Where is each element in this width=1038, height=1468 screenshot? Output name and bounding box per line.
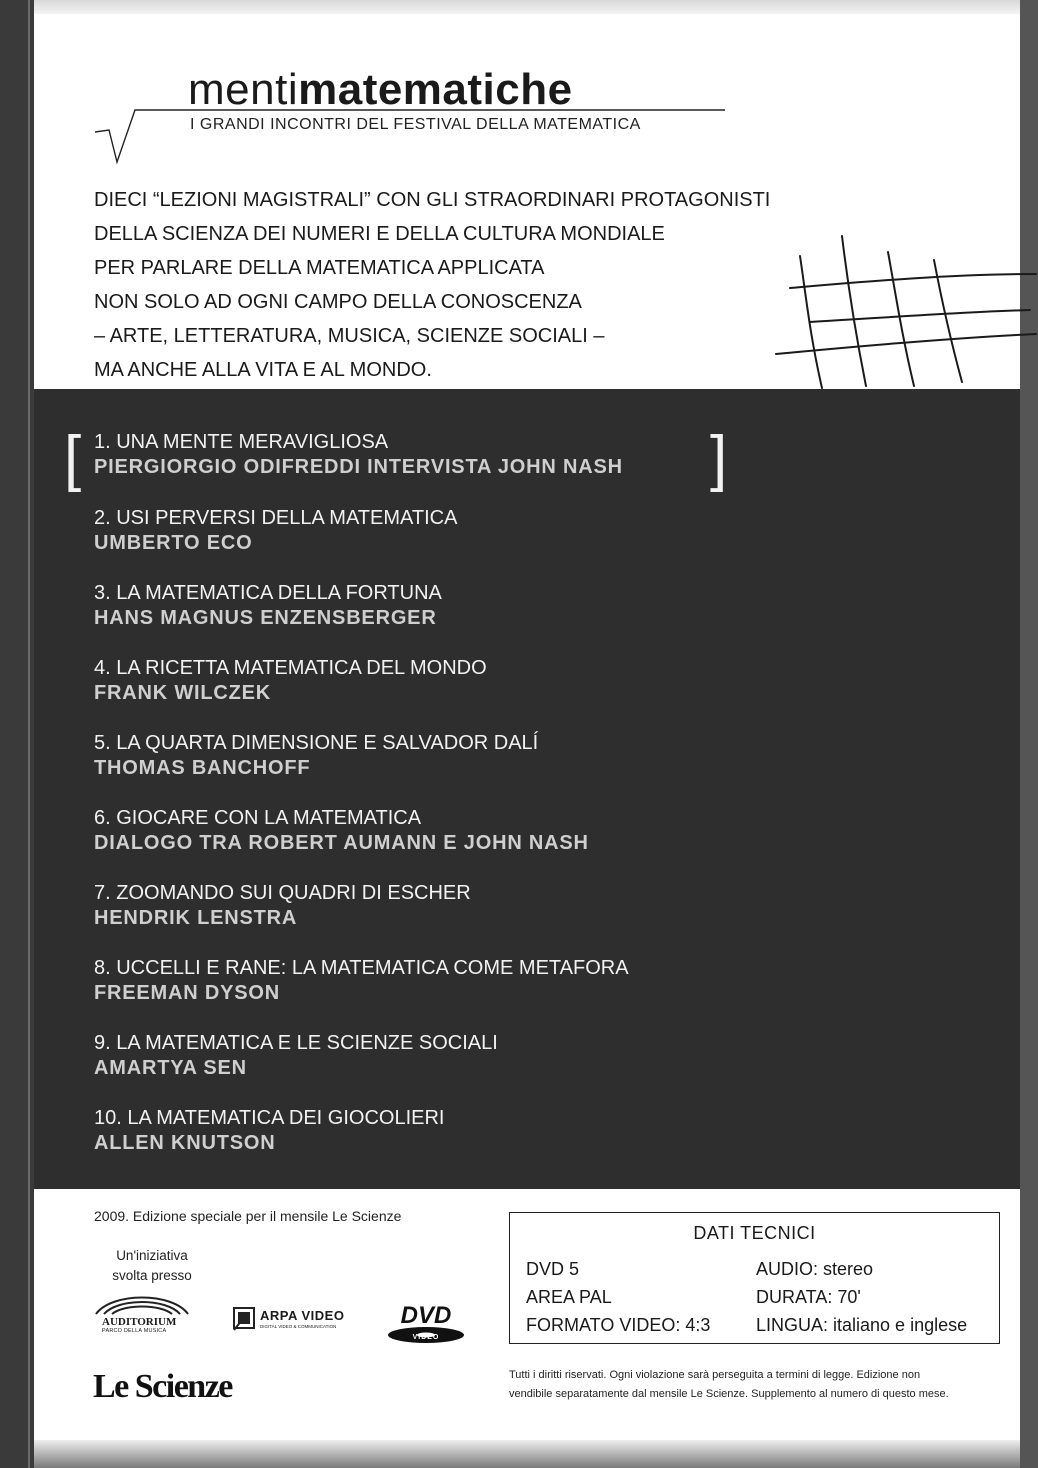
lecture-author: HANS MAGNUS ENZENSBERGER bbox=[94, 607, 437, 629]
bracket-right: ] bbox=[710, 424, 728, 493]
lecture-title: 2. USI PERVERSI DELLA MATEMATICA bbox=[94, 507, 458, 529]
film-reel-icon bbox=[232, 1306, 256, 1332]
tech-area: AREA PAL bbox=[526, 1287, 612, 1307]
intro-line: DELLA SCIENZA DEI NUMERI E DELLA CULTURA MONDIALE bbox=[94, 223, 665, 245]
dvd-logo-text: DVD bbox=[400, 1302, 452, 1329]
partner-label bbox=[97, 1246, 207, 1286]
bracket-left: [ bbox=[64, 424, 82, 493]
list-item bbox=[94, 430, 623, 480]
lecture-author: HENDRIK LENSTRA bbox=[94, 907, 298, 929]
lecture-title: 4. LA RICETTA MATEMATICA DEL MONDO bbox=[94, 657, 487, 679]
brand-title-bold: matematiche bbox=[298, 65, 573, 114]
lecture-author: DIALOGO TRA ROBERT AUMANN E JOHN NASH bbox=[94, 832, 589, 854]
lecture-title: 1. UNA MENTE MERAVIGLIOSA bbox=[94, 431, 389, 453]
case-edge-top bbox=[34, 0, 1020, 14]
intro-line: NON SOLO AD OGNI CAMPO DELLA CONOSCENZA bbox=[94, 291, 582, 313]
auditorium-name: AUDITORIUM bbox=[102, 1316, 177, 1328]
lecture-title: 7. ZOOMANDO SUI QUADRI DI ESCHER bbox=[94, 882, 471, 904]
arpa-video-logo bbox=[232, 1306, 352, 1336]
dvd-logo-sub: VIDEO bbox=[412, 1334, 440, 1341]
lecture-title: 9. LA MATEMATICA E LE SCIENZE SOCIALI bbox=[94, 1032, 498, 1054]
tech-audio: AUDIO: stereo bbox=[756, 1259, 874, 1279]
brand-subtitle: I GRANDI INCONTRI DEL FESTIVAL DELLA MATEMATICA bbox=[190, 116, 641, 133]
dvd-video-logo bbox=[386, 1302, 466, 1348]
sketch-grid-icon bbox=[770, 226, 1038, 394]
tech-language: LINGUA: italiano e inglese bbox=[756, 1315, 968, 1335]
publisher-logo: Le Scienze bbox=[93, 1368, 232, 1405]
intro-line: – ARTE, LETTERATURA, MUSICA, SCIENZE SOCIALI – bbox=[94, 325, 605, 347]
list-item bbox=[94, 806, 589, 856]
list-item bbox=[94, 956, 629, 1006]
case-edge-bottom bbox=[34, 1440, 1020, 1468]
dvd-disc-icon bbox=[386, 1302, 466, 1348]
partner-label-line: Un'iniziativa bbox=[116, 1248, 188, 1263]
list-item bbox=[94, 506, 457, 556]
intro-line: DIECI “LEZIONI MAGISTRALI” CON GLI STRAORDINARI PROTAGONISTI bbox=[94, 189, 771, 211]
technical-data-box bbox=[509, 1212, 1000, 1344]
tech-dvd: DVD 5 bbox=[526, 1259, 580, 1279]
lecture-title: 5. LA QUARTA DIMENSIONE E SALVADOR DALÍ bbox=[94, 732, 539, 754]
lecture-author: FRANK WILCZEK bbox=[94, 682, 272, 704]
auditorium-logo bbox=[92, 1288, 192, 1338]
brand-title bbox=[188, 66, 573, 114]
lecture-author: PIERGIORGIO ODIFREDDI INTERVISTA JOHN NASH bbox=[94, 456, 623, 478]
case-edge-right bbox=[1020, 0, 1038, 1468]
lecture-author: AMARTYA SEN bbox=[94, 1057, 247, 1079]
list-item bbox=[94, 881, 471, 931]
technical-data-title: DATI TECNICI bbox=[693, 1223, 816, 1243]
lecture-author: THOMAS BANCHOFF bbox=[94, 757, 311, 779]
list-item bbox=[94, 656, 487, 706]
intro-line: PER PARLARE DELLA MATEMATICA APPLICATA bbox=[94, 257, 545, 279]
arpa-video-name: ARPA VIDEO bbox=[260, 1308, 345, 1323]
intro-text bbox=[94, 183, 854, 387]
intro-line: MA ANCHE ALLA VITA E AL MONDO. bbox=[94, 359, 432, 381]
lecture-title: 3. LA MATEMATICA DELLA FORTUNA bbox=[94, 582, 442, 604]
tech-format: FORMATO VIDEO: 4:3 bbox=[526, 1315, 711, 1335]
auditorium-arcs-icon bbox=[92, 1288, 192, 1318]
arpa-video-sub: DIGITAL VIDEO & COMMUNICATION bbox=[260, 1324, 337, 1329]
lecture-title: 6. GIOCARE CON LA MATEMATICA bbox=[94, 807, 422, 829]
lecture-title: 8. UCCELLI E RANE: LA MATEMATICA COME METAFORA bbox=[94, 957, 629, 979]
lecture-author: FREEMAN DYSON bbox=[94, 982, 280, 1004]
partner-label-line: svolta presso bbox=[112, 1268, 192, 1283]
lecture-author: ALLEN KNUTSON bbox=[94, 1132, 276, 1154]
list-item bbox=[94, 1031, 498, 1081]
edition-note: 2009. Edizione speciale per il mensile Le Scienze bbox=[94, 1208, 402, 1224]
rights-notice bbox=[509, 1366, 999, 1404]
list-item bbox=[94, 731, 538, 781]
rights-line: Tutti i diritti riservati. Ogni violazione sarà perseguita a termini di legge. Edizione non bbox=[509, 1369, 921, 1381]
auditorium-sub: PARCO DELLA MUSICA bbox=[102, 1328, 167, 1334]
brand-title-light: menti bbox=[188, 65, 299, 114]
case-edge-left bbox=[0, 0, 34, 1468]
list-item bbox=[94, 1106, 444, 1156]
lecture-title: 10. LA MATEMATICA DEI GIOCOLIERI bbox=[94, 1107, 445, 1129]
tech-duration: DURATA: 70' bbox=[756, 1287, 861, 1307]
rights-line: vendibile separatamente dal mensile Le Scienze. Supplemento al numero di questo mese. bbox=[509, 1388, 949, 1400]
list-item bbox=[94, 581, 442, 631]
lecture-author: UMBERTO ECO bbox=[94, 532, 253, 554]
